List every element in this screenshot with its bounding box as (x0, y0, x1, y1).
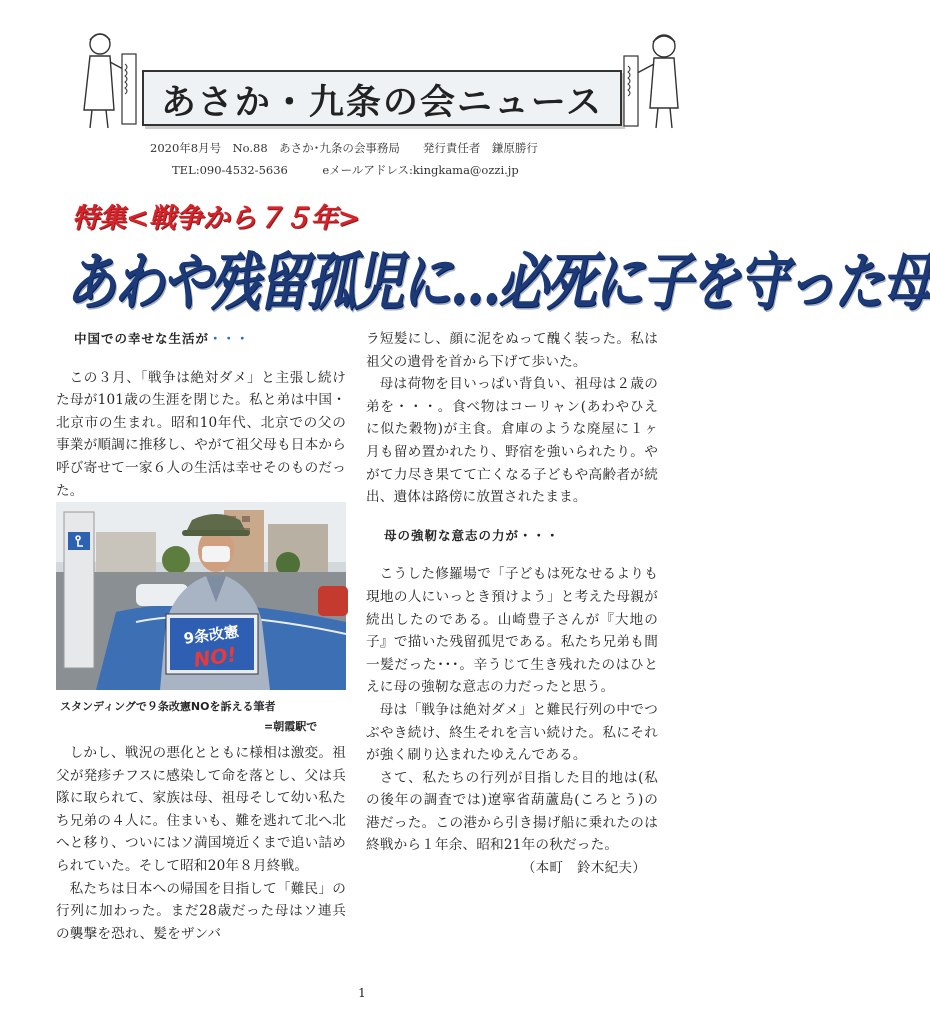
photo-caption-line2: =朝霞駅で (264, 720, 318, 733)
paragraph-war-situation: しかし、戦況の悪化とともに様相は激変。祖父が発疹チフスに感染して命を落とし、父は兵隊に取られて、家族は母、祖母そして幼い私たち兄弟の４人に。住まいも、難を逃れて北へ北へと移り、ついにはソ満国境近くまで追い詰められていた。そして昭和20年８月終戦。 (56, 745, 346, 874)
newsletter-title: あさか・九条の会ニュース (160, 83, 604, 123)
standing-protest-photo (56, 502, 346, 690)
paragraph-mother-words: 母は「戦争は絶対ダメ」と難民行列の中でつぶやき続け、終生それを言い続けた。私にそれが強く刷り込まれたゆえんである。 (366, 701, 658, 764)
paragraph-disguise: ラ短髪にし、顔に泥をぬって醜く装った。私は祖父の遺骨を首から下げて歩いた。 (366, 331, 658, 370)
contact-info-line: TEL:090-4532-5636 eメールアドレス:kingkama@ozzi.jp (172, 163, 519, 177)
author-signature: （本町 鈴木紀夫） (521, 860, 646, 877)
paragraph-destination: さて、私たちの行列が目指した目的地は(私の後年の調査では)遼寧省葫蘆島(ころとう)の港だった。この港から引き揚げ船に乗れたのは終戦から１年余、昭和21年の秋だった。 (366, 769, 658, 854)
special-feature-heading: 特集<戦争から７５年> (72, 203, 361, 234)
protest-sign-line2: NO! (192, 642, 238, 672)
paragraph-intro: この３月、「戦争は絶対ダメ」と主張し続けた母が101歳の生涯を閉じた。私と弟は中国・北京市の生まれ。昭和10年代、北京での父の事業が順調に推移し、やがて祖父母も日本から呼び寄せて一家６人の生活は幸せそのものだった。 (56, 369, 346, 499)
paragraph-hardship: 母は荷物を目いっぱい背負い、祖母は２歳の弟を・・・。食べ物はコーリャン(あわやひえに似た穀物)が主食。倉庫のような廃屋に１ヶ月も留め置かれたり、野宿を強いられたり。やがて力尽き果てて亡くなる子どもや高齢者が続出、遺体は路傍に放置されたまま。 (366, 376, 658, 506)
issue-info-line: 2020年8月号 No.88 あさか･九条の会事務局 発行責任者 鎌原勝行 (150, 141, 538, 155)
photo-caption-line1: スタンディングで９条改憲NOを訴える筆者 (60, 700, 276, 713)
right-column (366, 328, 658, 880)
section-heading-2: 母の強靭な意志の力が・・・ (384, 527, 560, 543)
left-column-bottom (56, 742, 346, 945)
section-heading-1 (74, 328, 346, 351)
section-heading-1-text: 中国での幸せな生活が (74, 331, 210, 346)
section-heading-1-dots: ・・・ (209, 331, 250, 346)
person-holding-banner-left-illustration (70, 30, 138, 130)
left-column-top (56, 328, 346, 502)
masthead-banner (142, 70, 622, 126)
person-holding-banner-right-illustration (622, 30, 690, 130)
paragraph-refugee-line: 私たちは日本への帰国を目指して「難民」の行列に加わった。まだ28歳だった母はソ連兵の襲撃を恐れ、髪をザンバ (56, 880, 346, 942)
protest-sign-line1: 9条改憲 (182, 622, 241, 648)
paragraph-orphans: こうした修羅場で「子どもは死なせるよりも現地の人にいっとき預けよう」と考えた母親が続出したのである。山崎豊子さんが『大地の子』で描いた残留孤児である。私たち兄弟も間一髪だった･･･。辛うじて生き残れたのはひとえに母の強靭な意志の力だったと思う。 (366, 566, 658, 696)
page-number: 1 (358, 986, 366, 1000)
masthead (70, 30, 690, 130)
main-headline: あわや残留孤児に…必死に子を守った母 (66, 244, 930, 319)
